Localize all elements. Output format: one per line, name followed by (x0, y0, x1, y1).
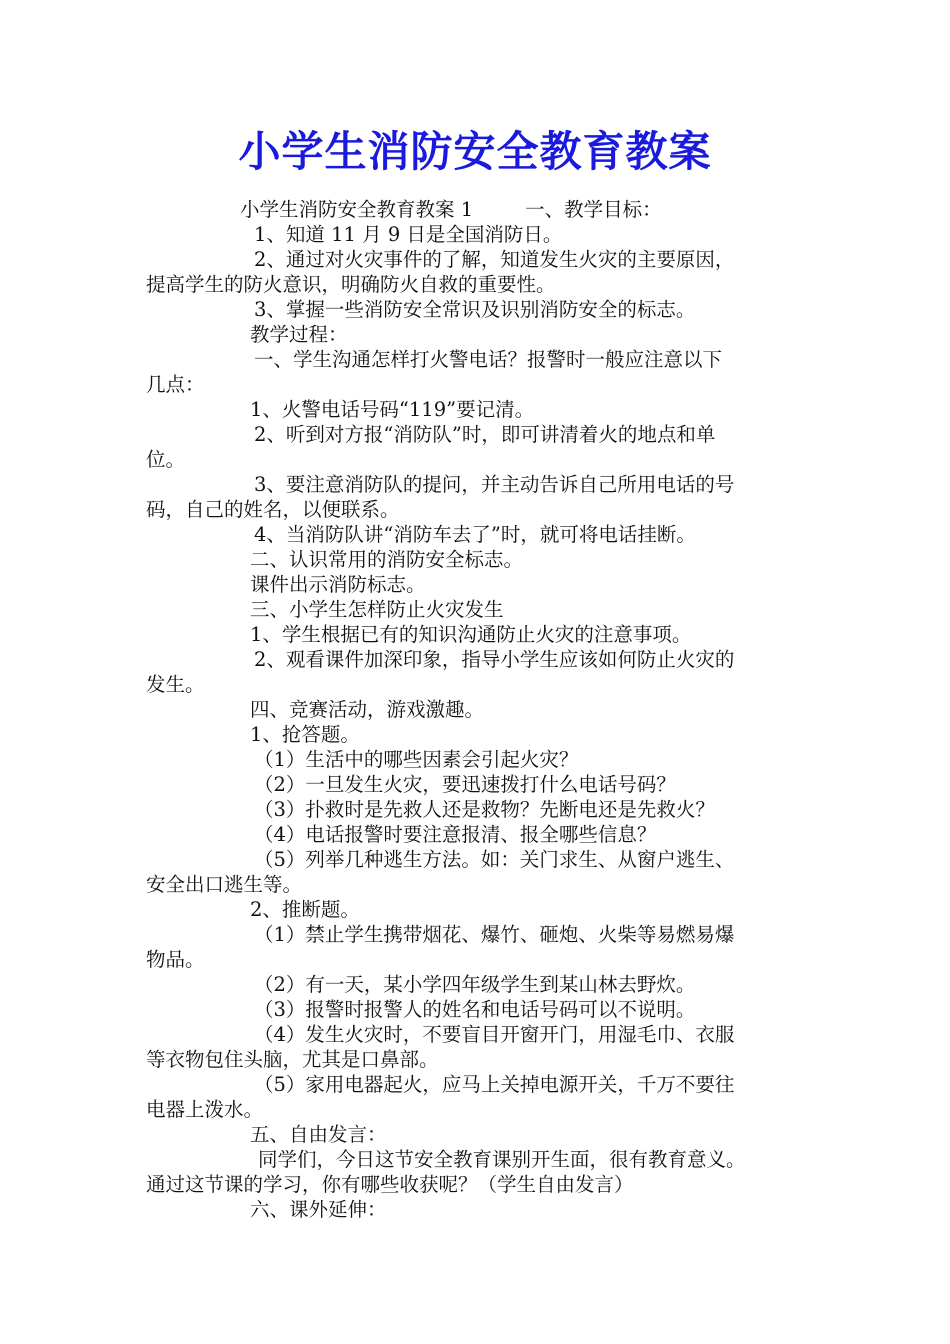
paragraph-line: 三、小学生怎样防止火灾发生 (250, 598, 504, 621)
paragraph-line: 几点： (146, 373, 205, 396)
paragraph-line: （2）一旦发生火灾，要迅速拨打什么电话号码？ (254, 773, 676, 796)
section-heading-text: 一、教学目标： (525, 198, 662, 221)
paragraph-line: 发生。 (146, 673, 205, 696)
paragraph-line: （3）报警时报警人的姓名和电话号码可以不说明。 (254, 998, 696, 1021)
paragraph-line: 1、抢答题。 (250, 723, 360, 746)
paragraph-line: 1、知道 11 月 9 日是全国消防日。 (254, 223, 563, 246)
paragraph-line: 2、推断题。 (250, 898, 360, 921)
paragraph-line: （3）扑救时是先救人还是救物？先断电还是先救火？ (254, 798, 715, 821)
paragraph-line: 课件出示消防标志。 (250, 573, 426, 596)
paragraph-line (146, 197, 816, 222)
paragraph-line: 3、掌握一些消防安全常识及识别消防安全的标志。 (254, 298, 696, 321)
paragraph-line: 位。 (146, 448, 186, 471)
paragraph-line: 一、学生沟通怎样打火警电话？报警时一般应注意以下 (254, 348, 723, 371)
paragraph-line: 4、当消防队讲“消防车去了”时，就可将电话挂断。 (254, 523, 696, 546)
paragraph-line: 同学们，今日这节安全教育课别开生面，很有教育意义。 (258, 1148, 746, 1171)
paragraph-line: 1、火警电话号码“119”要记清。 (250, 398, 535, 421)
paragraph-line: 1、学生根据已有的知识沟通防止火灾的注意事项。 (250, 623, 692, 646)
paragraph-line: 四、竞赛活动，游戏激趣。 (250, 698, 485, 721)
paragraph-line: （1）禁止学生携带烟花、爆竹、砸炮、火柴等易燃易爆 (254, 923, 735, 946)
paragraph-line: （1）生活中的哪些因素会引起火灾？ (254, 748, 579, 771)
document-title: 小学生消防安全教育教案 (238, 127, 712, 176)
paragraph-line: 码，自己的姓名，以便联系。 (146, 498, 400, 521)
paragraph-line: 六、课外延伸： (250, 1198, 387, 1221)
paragraph-line: 安全出口逃生等。 (146, 873, 303, 896)
paragraph-line: 2、通过对火灾事件的了解，知道发生火灾的主要原因， (254, 248, 735, 271)
paragraph-line: 3、要注意消防队的提问，并主动告诉自己所用电话的号 (254, 473, 735, 496)
paragraph-line: 等衣物包住头脑，尤其是口鼻部。 (146, 1048, 439, 1071)
section-heading-text: 小学生消防安全教育教案 1 (240, 198, 474, 221)
paragraph-line: （4）电话报警时要注意报清、报全哪些信息？ (254, 823, 657, 846)
paragraph-line: 2、听到对方报“消防队”时，即可讲清着火的地点和单 (254, 423, 716, 446)
paragraph-line: （2）有一天，某小学四年级学生到某山林去野炊。 (254, 973, 696, 996)
paragraph-line: 物品。 (146, 948, 205, 971)
document-body (146, 197, 816, 1222)
paragraph-line: （5）列举几种逃生方法。如：关门求生、从窗户逃生、 (254, 848, 735, 871)
paragraph-line: 电器上泼水。 (146, 1098, 264, 1121)
paragraph-line: 通过这节课的学习，你有哪些收获呢？（学生自由发言） (146, 1173, 634, 1196)
paragraph-line: 教学过程： (250, 323, 348, 346)
paragraph-line: 2、观看课件加深印象，指导小学生应该如何防止火灾的 (254, 648, 735, 671)
paragraph-line: （4）发生火灾时，不要盲目开窗开门，用湿毛巾、衣服 (254, 1023, 735, 1046)
paragraph-line: （5）家用电器起火，应马上关掉电源开关，千万不要往 (254, 1073, 735, 1096)
paragraph-line: 提高学生的防火意识，明确防火自救的重要性。 (146, 273, 556, 296)
paragraph-line: 二、认识常用的消防安全标志。 (250, 548, 524, 571)
paragraph-line: 五、自由发言： (250, 1123, 387, 1146)
